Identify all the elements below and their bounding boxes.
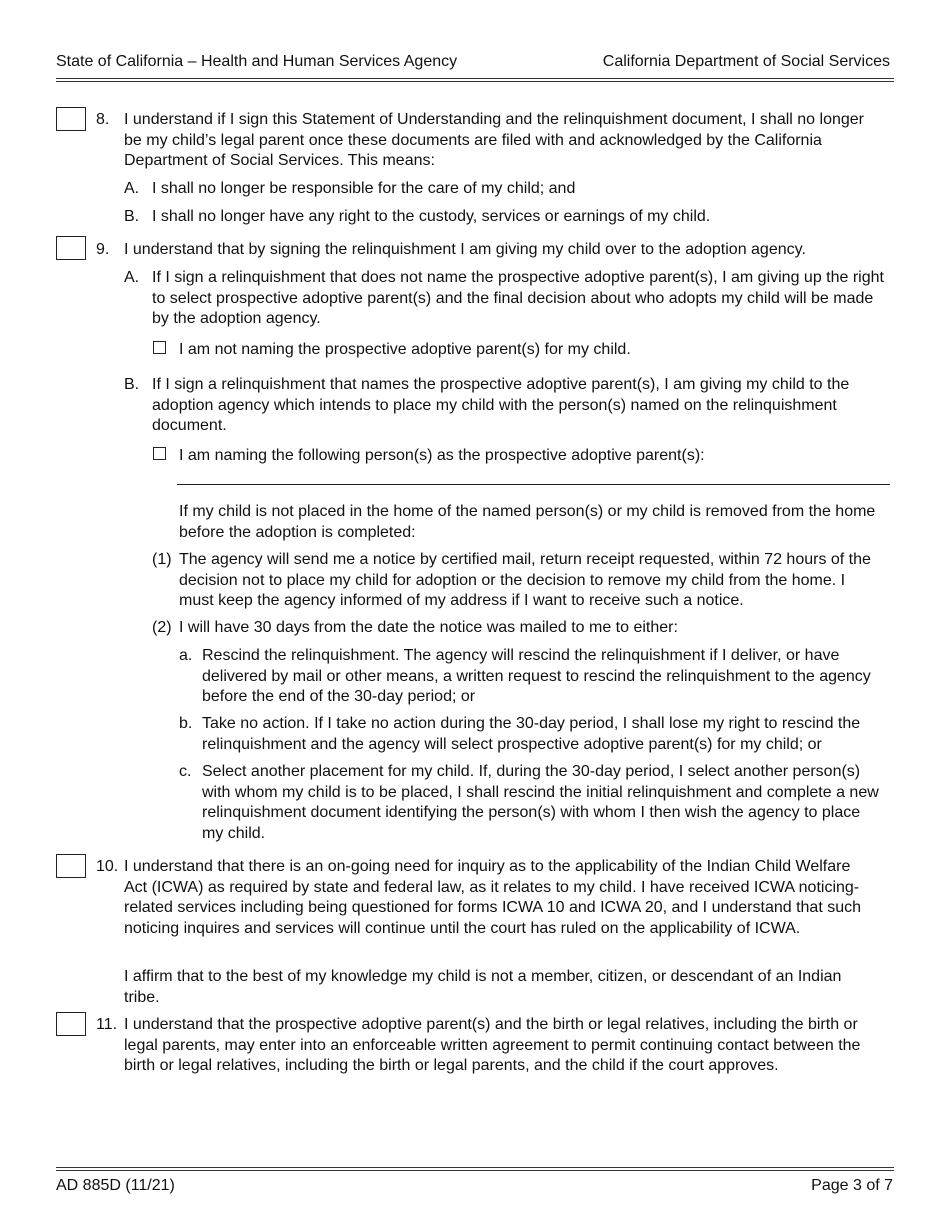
item-9-text: I understand that by signing the relinquishment I am giving my child over to the adoption agency. xyxy=(124,241,806,258)
item-8-checkbox[interactable] xyxy=(56,107,86,131)
footer-rule-bottom xyxy=(56,1170,894,1171)
option-c-text: Select another placement for my child. If, during the 30-day period, I select another person(s) with whom my child is to be placed, I shall rescind the initial relinquishment and complete a new relinquishment document identifying the person(s) with whom I then wish the agency to place my child. xyxy=(202,763,879,842)
item-8-text: I understand if I sign this Statement of Understanding and the relinquishment document, I shall no longer be my child’s legal parent once these documents are filed with and acknowledged by the California Department of Social Services. This means: xyxy=(124,111,864,169)
item-10-number: 10. xyxy=(96,858,119,875)
item-11-checkbox[interactable] xyxy=(56,1012,86,1036)
naming-checkbox[interactable] xyxy=(153,447,166,460)
item-9b-2-label: (2) xyxy=(152,619,172,636)
item-9b-text: If I sign a relinquishment that names the prospective adoptive parent(s), I am giving my child to the adoption agency which intends to place my child with the person(s) named on the relinquishment document. xyxy=(152,376,850,434)
form-number: AD 885D (11/21) xyxy=(56,1177,175,1194)
item-9b-label: B. xyxy=(124,376,140,393)
item-9a-text: If I sign a relinquishment that does not name the prospective adoptive parent(s), I am giving up the right to select prospective adoptive parent(s) and the final decision about who adopts my child will be made by the adoption agency. xyxy=(152,269,884,327)
item-9-checkbox[interactable] xyxy=(56,236,86,260)
footer-rule-top xyxy=(56,1167,894,1168)
item-8b-text: I shall no longer have any right to the custody, services or earnings of my child. xyxy=(152,208,711,225)
not-naming-label: I am not naming the prospective adoptive parent(s) for my child. xyxy=(179,341,631,358)
item-11-text: I understand that the prospective adoptive parent(s) and the birth or legal relatives, including the birth or legal parents, may enter into an enforceable written agreement to permit continuing contact between the birth or legal relatives, including the birth or legal parents, and the child if the court approves. xyxy=(124,1016,861,1074)
item-8a-text: I shall no longer be responsible for the care of my child; and xyxy=(152,180,576,197)
header-rule-bottom xyxy=(56,81,894,82)
item-9a-label: A. xyxy=(124,269,140,286)
option-b-text: Take no action. If I take no action during the 30-day period, I shall lose my right to rescind the relinquishment and the agency will select prospective adoptive parent(s) for my child; or xyxy=(202,715,861,753)
header-department: California Department of Social Services xyxy=(602,53,890,70)
item-9-number: 9. xyxy=(96,241,110,258)
header-rule-top xyxy=(56,78,894,79)
item-8a-label: A. xyxy=(124,180,140,197)
item-9b-after-text: If my child is not placed in the home of the named person(s) or my child is removed from the home before the adoption is completed: xyxy=(179,503,876,541)
item-8b-label: B. xyxy=(124,208,140,225)
item-10-affirm-text: I affirm that to the best of my knowledge my child is not a member, citizen, or descendant of an Indian tribe. xyxy=(124,968,842,1006)
item-9b-1-label: (1) xyxy=(152,551,172,568)
option-a-text: Rescind the relinquishment. The agency will rescind the relinquishment if I deliver, or have delivered by mail or other means, a written request to rescind the relinquishment to the agency before the end of the 30-day period; or xyxy=(202,647,871,705)
option-a-label: a. xyxy=(179,647,193,664)
option-b-label: b. xyxy=(179,715,193,732)
item-9b-2-text: I will have 30 days from the date the notice was mailed to me to either: xyxy=(179,619,678,636)
item-10-checkbox[interactable] xyxy=(56,854,86,878)
option-c-label: c. xyxy=(179,763,192,780)
naming-label: I am naming the following person(s) as the prospective adoptive parent(s): xyxy=(179,447,705,464)
not-naming-checkbox[interactable] xyxy=(153,341,166,354)
page-number: Page 3 of 7 xyxy=(811,1177,893,1194)
item-11-number: 11. xyxy=(96,1016,118,1033)
item-8-number: 8. xyxy=(96,111,110,128)
header-agency: State of California – Health and Human Services Agency xyxy=(56,53,458,70)
item-10-text: I understand that there is an on-going need for inquiry as to the applicability of the Indian Child Welfare Act (ICWA) as required by state and federal law, as it relates to my child. I have received ICWA noticing-related services including being questioned for forms ICWA 10 and ICWA 20, and I understand that such noticing inquires and services will continue until the court has ruled on the applicability of ICWA. xyxy=(124,858,862,937)
item-9b-1-text: The agency will send me a notice by certified mail, return receipt requested, within 72 hours of the decision not to place my child for adoption or the decision to remove my child from the home. I must keep the agency informed of my address if I want to receive such a notice. xyxy=(179,551,871,609)
adoptive-parent-name-line[interactable] xyxy=(177,484,890,485)
